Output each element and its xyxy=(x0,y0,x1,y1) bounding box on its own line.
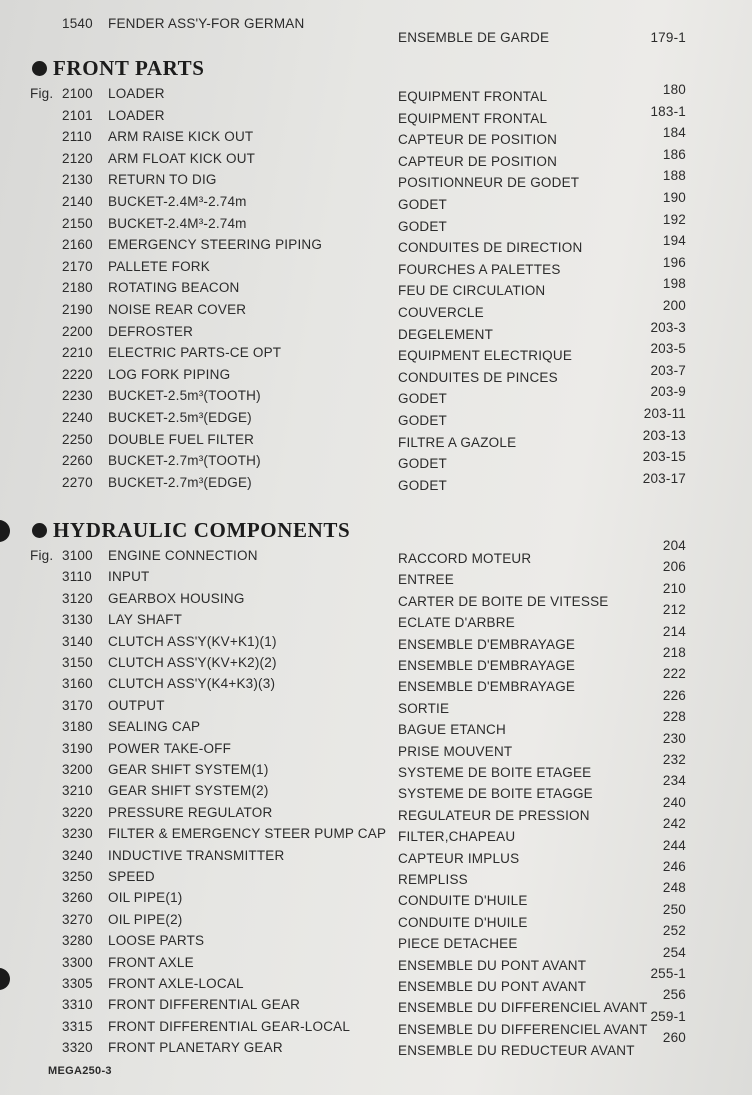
item-code: 3300 xyxy=(62,954,93,970)
item-french: ENSEMBLE DU PONT AVANT xyxy=(398,979,587,994)
item-french: CAPTEUR DE POSITION xyxy=(398,132,558,148)
list-item xyxy=(0,470,752,495)
item-english: GEAR SHIFT SYSTEM(2) xyxy=(108,783,269,799)
item-code: 3140 xyxy=(62,633,93,649)
item-page: 203-3 xyxy=(650,319,686,335)
list-item xyxy=(0,880,752,910)
item-page: 184 xyxy=(662,125,686,141)
item-english: NOISE REAR COVER xyxy=(108,302,247,317)
item-french: DEGELEMENT xyxy=(398,326,494,342)
item-french: ENTREE xyxy=(398,572,454,588)
item-code: 3250 xyxy=(62,869,93,884)
item-french: GODET xyxy=(398,197,448,212)
item-english: ELECTRIC PARTS-CE OPT xyxy=(108,345,282,361)
item-code: 3210 xyxy=(62,783,93,799)
item-english: BUCKET-2.4M³-2.74m xyxy=(108,194,247,209)
item-french: EQUIPMENT ELECTRIQUE xyxy=(398,348,573,364)
list-item xyxy=(0,773,752,803)
list-item xyxy=(0,82,752,106)
item-english: LOG FORK PIPING xyxy=(108,366,231,382)
list-item xyxy=(0,103,752,128)
item-english: BUCKET-2.5m³(EDGE) xyxy=(108,410,252,425)
list-item xyxy=(0,233,752,257)
item-code: 2190 xyxy=(62,302,93,317)
item-code: 2110 xyxy=(62,129,92,145)
list-item xyxy=(0,146,752,171)
list-item xyxy=(0,816,752,846)
item-french: GODET xyxy=(398,413,448,428)
item-page: 234 xyxy=(662,773,686,789)
item-french: CARTER DE BOITE DE VITESSE xyxy=(398,593,609,609)
item-code: 3220 xyxy=(62,804,93,820)
item-french: ENSEMBLE DU DIFFERENCIEL AVANT xyxy=(398,1021,648,1037)
list-item xyxy=(0,298,752,322)
entry-french: ENSEMBLE DE GARDE xyxy=(398,30,550,45)
item-code: 2101 xyxy=(62,107,93,123)
fig-label: Fig. xyxy=(30,86,54,101)
list-item xyxy=(0,341,752,365)
item-french: ENSEMBLE D'EMBRAYAGE xyxy=(398,636,576,652)
item-french: ENSEMBLE D'EMBRAYAGE xyxy=(398,658,576,673)
item-code: 3170 xyxy=(62,697,93,713)
item-english: LOOSE PARTS xyxy=(108,933,205,949)
list-item xyxy=(0,709,752,739)
list-item xyxy=(0,987,752,1017)
item-english: INDUCTIVE TRANSMITTER xyxy=(108,847,285,863)
item-code: 2200 xyxy=(62,323,93,339)
item-code: 3280 xyxy=(62,933,93,949)
item-code: 3260 xyxy=(62,890,93,906)
item-page: 188 xyxy=(662,168,686,184)
item-code: 2160 xyxy=(62,237,93,253)
item-code: 3240 xyxy=(62,847,93,863)
item-english: PALLETE FORK xyxy=(108,258,210,274)
item-page: 212 xyxy=(662,602,686,618)
item-english: LAY SHAFT xyxy=(108,612,183,628)
item-page: 259-1 xyxy=(650,1008,686,1024)
item-code: 3200 xyxy=(62,762,93,777)
item-english: LOADER xyxy=(108,107,165,123)
item-french: CONDUITES DE PINCES xyxy=(398,369,558,385)
list-item xyxy=(0,559,752,589)
item-french: GODET xyxy=(398,477,448,493)
item-code: 3190 xyxy=(62,740,93,756)
item-page: 203-17 xyxy=(642,470,686,486)
item-code: 2100 xyxy=(62,86,93,101)
item-code: 2270 xyxy=(62,474,93,490)
list-item xyxy=(0,427,752,452)
list-item xyxy=(0,254,752,279)
item-english: SPEED xyxy=(108,869,155,884)
item-english: ARM RAISE KICK OUT xyxy=(108,129,254,145)
item-page: 260 xyxy=(662,1030,686,1046)
item-english: CLUTCH ASS'Y(KV+K1)(1) xyxy=(108,633,277,649)
list-item xyxy=(0,449,752,473)
list-item xyxy=(0,211,752,236)
item-french: FOURCHES A PALETTES xyxy=(398,261,561,277)
section-title: HYDRAULIC COMPONENTS xyxy=(53,518,351,542)
list-item xyxy=(0,276,752,300)
item-french: REMPLISS xyxy=(398,872,468,887)
fig-label: Fig. xyxy=(30,548,54,563)
list-item xyxy=(0,901,752,932)
item-page: 222 xyxy=(662,666,686,682)
item-english: BUCKET-2.7m³(TOOTH) xyxy=(108,453,261,469)
list-item xyxy=(0,666,752,696)
item-french: GODET xyxy=(398,218,448,234)
item-page: 210 xyxy=(662,580,686,596)
item-page: 244 xyxy=(662,837,686,853)
item-code: 3110 xyxy=(62,569,92,585)
top-entry xyxy=(0,16,752,45)
item-french: ENSEMBLE DU REDUCTEUR AVANT xyxy=(398,1043,635,1059)
item-english: DOUBLE FUEL FILTER xyxy=(108,431,255,447)
item-page: 186 xyxy=(662,146,686,162)
item-french: SYSTEME DE BOITE ETAGEE xyxy=(398,765,592,780)
item-code: 3310 xyxy=(62,997,93,1013)
item-page: 183-1 xyxy=(650,103,686,119)
entry-english: FENDER ASS'Y-FOR GERMAN xyxy=(108,16,305,31)
item-page: 204 xyxy=(662,538,686,553)
item-page: 240 xyxy=(662,794,686,810)
item-french: PIECE DETACHEE xyxy=(398,936,518,952)
item-french: GODET xyxy=(398,391,448,407)
item-code: 3320 xyxy=(62,1040,93,1056)
item-page: 200 xyxy=(662,298,686,313)
footer-model: MEGA250-3 xyxy=(48,1065,112,1077)
item-english: LOADER xyxy=(108,86,165,101)
item-english: FRONT DIFFERENTIAL GEAR xyxy=(108,997,301,1013)
item-french: CONDUITES DE DIRECTION xyxy=(398,240,583,256)
list-item xyxy=(0,602,752,632)
list-item xyxy=(0,190,752,214)
item-english: BUCKET-2.4M³-2.74m xyxy=(108,215,247,231)
item-code: 3120 xyxy=(62,590,93,606)
item-page: 203-5 xyxy=(650,341,686,357)
item-code: 3315 xyxy=(62,1018,93,1034)
item-english: OIL PIPE(1) xyxy=(108,890,183,906)
item-page: 242 xyxy=(662,816,686,832)
item-page: 198 xyxy=(662,276,686,292)
item-english: FRONT AXLE xyxy=(108,954,194,970)
item-page: 203-9 xyxy=(650,384,686,400)
item-french: CAPTEUR IMPLUS xyxy=(398,850,520,866)
item-page: 180 xyxy=(662,82,686,97)
item-english: FRONT PLANETARY GEAR xyxy=(108,1040,283,1056)
item-page: 228 xyxy=(662,709,686,725)
item-code: 3180 xyxy=(62,719,93,735)
item-code: 2130 xyxy=(62,172,93,188)
item-page: 203-7 xyxy=(650,362,686,378)
list-item xyxy=(0,319,752,344)
item-page: 194 xyxy=(662,233,686,249)
item-english: EMERGENCY STEERING PIPING xyxy=(108,237,323,253)
item-code: 2210 xyxy=(62,345,93,361)
item-english: BUCKET-2.5m³(TOOTH) xyxy=(108,388,261,404)
item-page: 203-15 xyxy=(642,449,686,465)
list-item xyxy=(0,859,752,889)
item-french: FILTER,CHAPEAU xyxy=(398,829,516,845)
item-english: OIL PIPE(2) xyxy=(108,911,183,927)
item-french: SYSTEME DE BOITE ETAGGE xyxy=(398,786,593,802)
list-item xyxy=(0,752,752,782)
list-item xyxy=(0,538,752,568)
item-english: ARM FLOAT KICK OUT xyxy=(108,150,256,166)
item-page: 252 xyxy=(662,923,686,939)
item-code: 3100 xyxy=(62,548,93,563)
bullet-icon xyxy=(32,61,47,76)
item-code: 2170 xyxy=(62,258,93,274)
item-french: REGULATEUR DE PRESSION xyxy=(398,807,590,823)
item-page: 248 xyxy=(662,880,686,896)
item-english: CLUTCH ASS'Y(KV+K2)(2) xyxy=(108,655,277,670)
item-french: ENSEMBLE DU PONT AVANT xyxy=(398,957,587,973)
item-english: OUTPUT xyxy=(108,697,165,713)
item-code: 3160 xyxy=(62,676,93,692)
entry-page: 179-1 xyxy=(650,30,686,45)
item-code: 3270 xyxy=(62,911,93,927)
item-page: 203-13 xyxy=(642,427,686,443)
item-page: 255-1 xyxy=(650,966,686,981)
item-page: 218 xyxy=(662,645,686,660)
list-item xyxy=(0,362,752,387)
item-french: FEU DE CIRCULATION xyxy=(398,283,546,299)
item-page: 206 xyxy=(662,559,686,575)
item-page: 192 xyxy=(662,211,686,227)
item-french: CONDUITE D'HUILE xyxy=(398,893,528,909)
item-page: 254 xyxy=(662,944,686,960)
section-heading-front-parts xyxy=(32,56,205,81)
item-code: 2150 xyxy=(62,215,93,231)
item-english: BUCKET-2.7m³(EDGE) xyxy=(108,474,252,490)
item-page: 256 xyxy=(662,987,686,1003)
list-item xyxy=(0,645,752,675)
item-english: DEFROSTER xyxy=(108,323,194,339)
item-page: 246 xyxy=(662,859,686,874)
item-page: 250 xyxy=(662,901,686,917)
item-english: PRESSURE REGULATOR xyxy=(108,804,273,820)
item-english: RETURN TO DIG xyxy=(108,172,217,188)
item-french: FILTRE A GAZOLE xyxy=(398,434,517,450)
item-french: PRISE MOUVENT xyxy=(398,743,513,759)
item-code: 3305 xyxy=(62,976,93,991)
item-english: GEAR SHIFT SYSTEM(1) xyxy=(108,762,269,777)
item-english: ROTATING BEACON xyxy=(108,280,240,296)
item-english: SEALING CAP xyxy=(108,719,201,735)
item-french: ENSEMBLE DU DIFFERENCIEL AVANT xyxy=(398,1000,648,1016)
item-english: FRONT AXLE-LOCAL xyxy=(108,976,244,991)
item-english: GEARBOX HOUSING xyxy=(108,590,245,606)
item-page: 230 xyxy=(662,730,686,746)
list-item xyxy=(0,923,752,953)
item-english: INPUT xyxy=(108,569,150,585)
bullet-icon xyxy=(32,523,47,538)
list-item xyxy=(0,406,752,430)
item-code: 2180 xyxy=(62,280,93,296)
section-heading-hydraulic xyxy=(32,518,350,543)
section-title: FRONT PARTS xyxy=(53,56,205,80)
item-french: EQUIPMENT FRONTAL xyxy=(398,110,548,126)
item-french: ENSEMBLE D'EMBRAYAGE xyxy=(398,679,576,695)
item-code: 2250 xyxy=(62,431,93,447)
item-code: 2240 xyxy=(62,410,93,425)
list-item xyxy=(0,168,752,192)
list-item xyxy=(0,1008,752,1039)
list-item xyxy=(0,1030,752,1060)
item-french: BAGUE ETANCH xyxy=(398,722,506,738)
list-item xyxy=(0,125,752,149)
item-french: RACCORD MOTEUR xyxy=(398,551,532,566)
item-code: 2230 xyxy=(62,388,93,404)
item-french: CONDUITE D'HUILE xyxy=(398,914,528,930)
item-english: FILTER & EMERGENCY STEER PUMP CAP xyxy=(108,826,387,842)
item-french: EQUIPMENT FRONTAL xyxy=(398,89,548,104)
item-code: 2220 xyxy=(62,366,93,382)
item-page: 196 xyxy=(662,254,686,270)
item-french: CAPTEUR DE POSITION xyxy=(398,153,558,169)
item-page: 226 xyxy=(662,687,686,703)
item-code: 3230 xyxy=(62,826,93,842)
item-english: CLUTCH ASS'Y(K4+K3)(3) xyxy=(108,676,276,692)
item-page: 190 xyxy=(662,190,686,205)
entry-code: 1540 xyxy=(62,16,93,31)
item-french: POSITIONNEUR DE GODET xyxy=(398,175,580,191)
item-french: SORTIE xyxy=(398,700,450,716)
item-code: 2260 xyxy=(62,453,93,469)
item-page: 203-11 xyxy=(643,406,686,421)
item-french: GODET xyxy=(398,456,448,472)
item-french: ECLATE D'ARBRE xyxy=(398,615,515,631)
item-english: ENGINE CONNECTION xyxy=(108,548,258,563)
item-english: POWER TAKE-OFF xyxy=(108,740,232,756)
item-page: 232 xyxy=(662,752,686,767)
item-code: 3130 xyxy=(62,612,93,628)
item-french: COUVERCLE xyxy=(398,305,484,320)
list-item xyxy=(0,966,752,996)
item-code: 2120 xyxy=(62,150,93,166)
item-page: 214 xyxy=(662,623,686,639)
list-item xyxy=(0,384,752,408)
binder-hole xyxy=(0,520,10,542)
item-english: FRONT DIFFERENTIAL GEAR-LOCAL xyxy=(108,1018,351,1034)
item-code: 2140 xyxy=(62,194,93,209)
item-code: 3150 xyxy=(62,655,93,670)
